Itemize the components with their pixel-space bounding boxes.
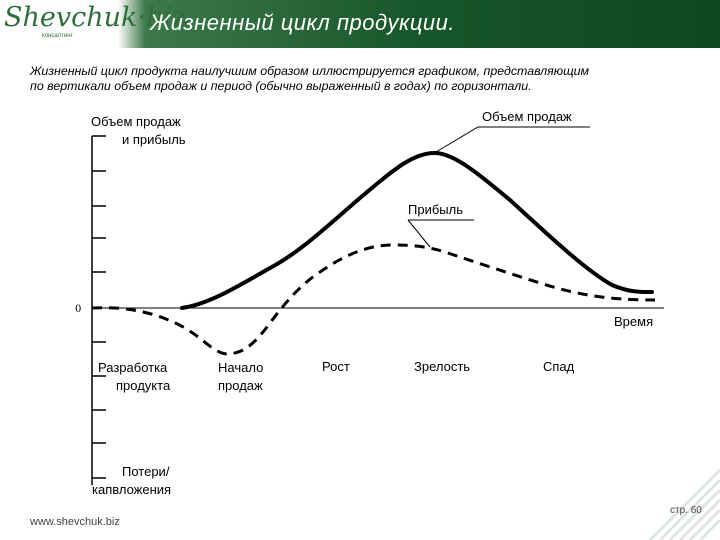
slide-title: Жизненный цикл продукции. <box>150 10 455 35</box>
sales-curve-label: Объем продаж <box>482 109 572 124</box>
logo-subtext: консалтинг <box>42 33 73 39</box>
loss-label-line2: капвложения <box>92 482 172 497</box>
stage-launch-line2: продаж <box>218 378 263 393</box>
corner-decoration <box>640 460 720 540</box>
intro-line-2: по вертикали объем продаж и период (обычно выраженный в годах) по горизонтали. <box>30 79 532 93</box>
logo-text: Shevchuk·biz <box>4 2 187 33</box>
profit-curve-label: Прибыль <box>408 202 463 217</box>
stage-development-line1: Разработка <box>98 360 168 375</box>
stage-decline: Спад <box>543 359 575 374</box>
zero-label: 0 <box>75 304 82 315</box>
page-number: стр. 60 <box>670 505 702 516</box>
stage-development-line2: продукта <box>116 378 171 393</box>
footer-url: www.shevchuk.biz <box>30 516 120 528</box>
sales-label-leader <box>436 127 478 152</box>
stage-launch-line1: Начало <box>218 360 264 375</box>
profit-label-leader <box>408 220 430 247</box>
x-axis-label: Время <box>614 314 654 329</box>
stage-growth: Рост <box>322 359 350 374</box>
y-axis-label-line1: Объем продаж <box>91 114 181 129</box>
profit-curve <box>92 245 655 354</box>
loss-label-line1: Потери/ <box>122 464 170 479</box>
stage-maturity: Зрелость <box>414 359 471 374</box>
y-axis-label-line2: и прибыль <box>122 132 186 147</box>
intro-line-1: Жизненный цикл продукта наилучшим образом иллюстрируется графиком, представляющим <box>30 64 590 78</box>
